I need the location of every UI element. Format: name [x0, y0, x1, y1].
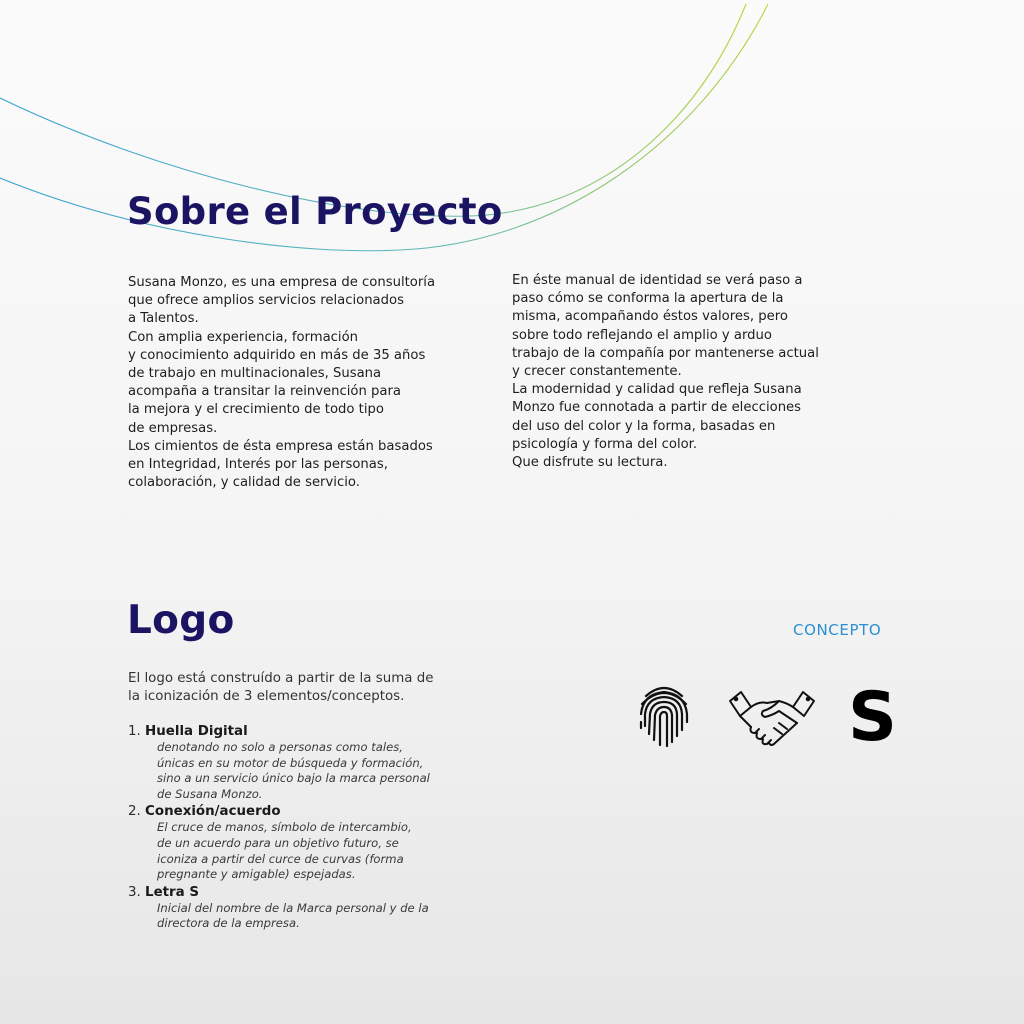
- text-line: El logo está construído a partir de la suma de: [128, 671, 434, 686]
- concepto-label: CONCEPTO: [793, 621, 882, 639]
- decorative-arcs: [0, 0, 1024, 300]
- text-line: El cruce de manos, símbolo de intercambio,: [157, 820, 412, 835]
- item-title: Huella Digital: [145, 724, 248, 739]
- item-description: [157, 901, 488, 932]
- item-description: [157, 820, 488, 882]
- text-line: Que disfrute su lectura.: [512, 455, 668, 471]
- text-line: de trabajo en multinacionales, Susana: [128, 366, 382, 382]
- text-line: colaboración, y calidad de servicio.: [128, 475, 360, 491]
- section-title-logo: Logo: [127, 598, 235, 643]
- text-line: a Talentos.: [128, 311, 199, 327]
- text-line: Inicial del nombre de la Marca personal y de la: [157, 900, 429, 915]
- item-number: 2.: [128, 804, 141, 820]
- text-line: y crecer constantemente.: [512, 364, 682, 380]
- text-line: Monzo fue connotada a partir de elecciones: [512, 400, 802, 416]
- list-item: [128, 884, 488, 932]
- text-line: únicas en su motor de búsqueda y formación,: [157, 755, 424, 770]
- text-line: Con amplia experiencia, formación: [128, 329, 359, 345]
- text-line: paso cómo se conforma la apertura de la: [512, 291, 784, 307]
- text-line: Susana Monzo, es una empresa de consultoría: [128, 275, 436, 290]
- text-line: iconiza a partir del curce de curvas (forma: [157, 851, 404, 866]
- list-item: [128, 723, 488, 802]
- text-line: en Integridad, Interés por las personas,: [128, 457, 388, 473]
- text-line: denotando no solo a personas como tales,: [157, 740, 403, 754]
- proyecto-left-column: [128, 274, 488, 492]
- text-line: que ofrece amplios servicios relacionados: [128, 293, 404, 309]
- concept-list: [128, 723, 488, 933]
- text-line: La modernidad y calidad que refleja Susana: [512, 382, 802, 398]
- section-title-proyecto: Sobre el Proyecto: [127, 190, 503, 233]
- text-line: del uso del color y la forma, basadas en: [512, 418, 776, 434]
- logo-intro: [128, 670, 433, 706]
- text-line: trabajo de la compañía por mantenerse actual: [512, 345, 819, 361]
- text-line: directora de la empresa.: [157, 916, 300, 931]
- text-line: sino a un servicio único bajo la marca personal: [157, 771, 430, 786]
- fingerprint-icon: [636, 682, 692, 750]
- text-line: Los cimientos de ésta empresa están basados: [128, 438, 433, 454]
- item-title: Conexión/acuerdo: [145, 804, 281, 820]
- text-line: En éste manual de identidad se verá paso a: [512, 273, 803, 288]
- item-number: 1.: [128, 724, 141, 739]
- item-title: Letra S: [145, 884, 200, 900]
- handshake-icon: [727, 687, 817, 747]
- text-line: de Susana Monzo.: [157, 786, 263, 801]
- text-line: pregnante y amigable) espejadas.: [157, 867, 356, 882]
- text-line: acompaña a transitar la reinvención para: [128, 384, 402, 400]
- text-line: misma, acompañando éstos valores, pero: [512, 309, 788, 325]
- text-line: la mejora y el crecimiento de todo tipo: [128, 402, 384, 418]
- proyecto-right-column: [512, 272, 872, 472]
- text-line: de un acuerdo para un objetivo futuro, se: [157, 835, 399, 850]
- letter-s-icon: S: [848, 678, 897, 757]
- text-line: la iconización de 3 elementos/conceptos.: [128, 689, 405, 704]
- text-line: de empresas.: [128, 420, 218, 436]
- item-number: 3.: [128, 884, 141, 900]
- text-line: sobre todo reflejando el amplio y arduo: [512, 327, 772, 343]
- list-item: [128, 803, 488, 882]
- item-description: [157, 740, 488, 802]
- text-line: y conocimiento adquirido en más de 35 años: [128, 347, 426, 363]
- text-line: psicología y forma del color.: [512, 436, 698, 452]
- arc-outer: [0, 4, 746, 216]
